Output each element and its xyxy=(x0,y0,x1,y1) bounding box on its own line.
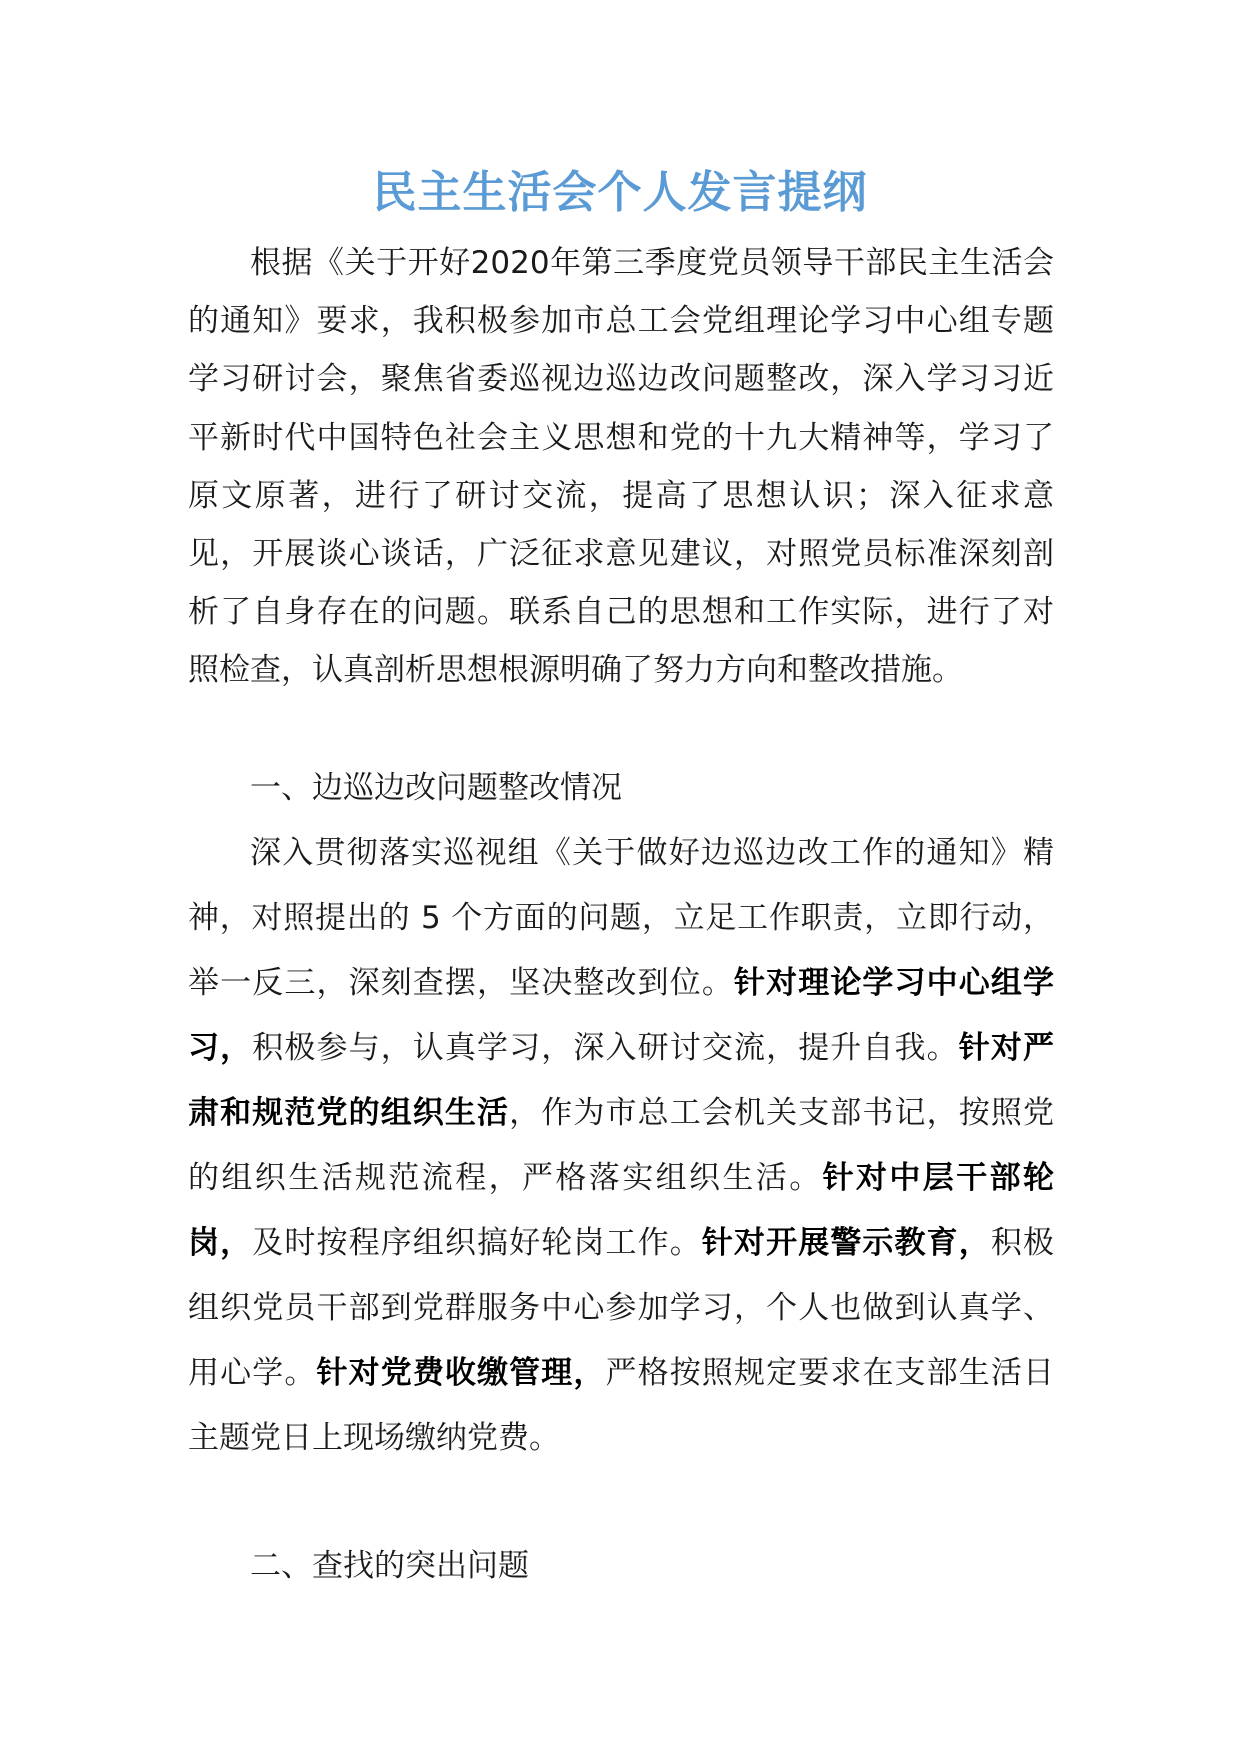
bold-phrase: 针对党费收缴管理， xyxy=(316,1355,606,1391)
text-segment: 积极组织党员干部到党群服务中心参加学习，个人也做到认真学、用心学。 xyxy=(188,1225,1055,1391)
document-title: 民主生活会个人发言提纲 xyxy=(372,167,868,218)
text-segment: 严格按照规定要求在支部生活日主题党日上现场缴纳党费。 xyxy=(188,1355,1055,1456)
bold-phrase: 针对严肃和规范党的组织生活 xyxy=(188,1030,1055,1131)
text-segment: 深入贯彻落实巡视组《关于做好边巡边改工作的通知》精神，对照提出的 5 个方面的问题，立足工作职责，立即行动，举一反三，深刻查摆，坚决整改到位。 xyxy=(188,835,1054,1001)
bold-phrase: 针对开展警示教育， xyxy=(701,1225,991,1261)
text-segment: 及时按程序组织搞好轮岗工作。 xyxy=(252,1225,702,1261)
bold-phrase: 针对理论学习中心组学习， xyxy=(188,965,1055,1066)
bold-phrase: 针对中层干部轮岗， xyxy=(188,1160,1055,1261)
rectification-paragraph xyxy=(188,821,1054,1471)
text-segment: ，作为市总工会机关支部书记，按照党的组织生活规范流程，严格落实组织生活。 xyxy=(188,1095,1055,1196)
text-segment: 积极参与，认真学习，深入研讨交流，提升自我。 xyxy=(252,1030,959,1066)
section-heading-2: 二、查找的突出问题 xyxy=(250,1548,529,1584)
section-heading-1: 一、边巡边改问题整改情况 xyxy=(250,770,622,806)
intro-paragraph: 根据《关于开好2020年第三季度党员领导干部民主生活会的通知》要求，我积极参加市总工会党组理论学习中心组专题学习研讨会，聚焦省委巡视边巡边改问题整改，深入学习习近平新时代中国特色社会主义思想和党的十九大精神等，学习了原文原著，进行了研讨交流，提高了思想认识；深入征求意见，开展谈心谈话，广泛征求意见建议，对照党员标准深刻剖析了自身存在的问题。联系自己的思想和工作实际，进行了对照检查，认真剖析思想根源明确了努力方向和整改措施。 xyxy=(188,245,1054,689)
